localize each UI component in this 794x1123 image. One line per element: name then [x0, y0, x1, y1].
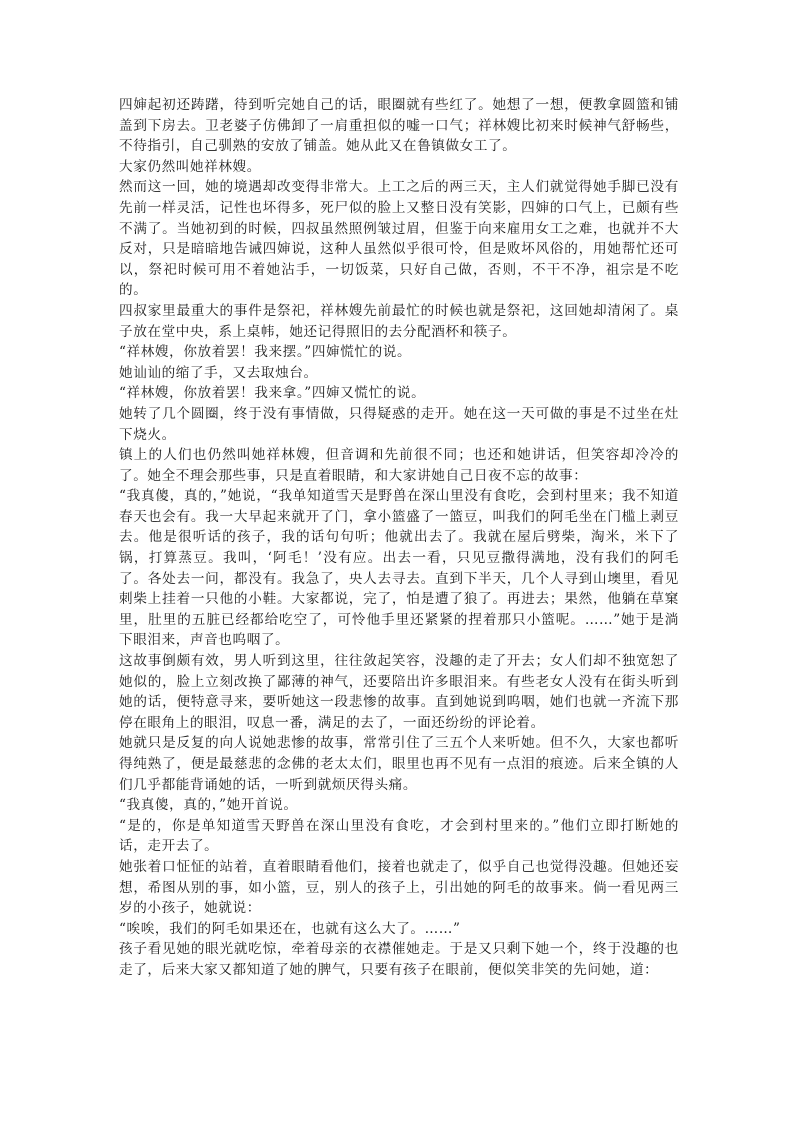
paragraph-8: 她转了几个圆圈，终于没有事情做，只得疑惑的走开。她在这一天可做的事是不过坐在灶下烧火。 — [119, 405, 679, 443]
paragraph-9: 镇上的人们也仍然叫她祥林嫂，但音调和先前很不同；也还和她讲话，但笑容却冷冷的了。她全不理会那些事，只是直着眼睛，和大家讲她自己日夜不忘的故事： — [119, 447, 679, 484]
paragraph-3: 然而这一回，她的境遇却改变得非常大。上工之后的两三天，主人们就觉得她手脚已没有先前一样灵活，记性也坏得多，死尸似的脸上又整日没有笑影，四婶的口气上，已颇有些不满了。当她初到的时候，四叔虽然照例皱过眉，但鉴于向来雇用女工之难，也就并不大反对，只是暗暗地告诫四婶说，这种人虽然似乎很可怜，但是败坏风俗的，用她帮忙还可以，祭祀时候可用不着她沾手，一切饭菜，只好自己做，否则，不干不净，祖宗是不吃的。 — [119, 179, 679, 299]
paragraph-4: 四叔家里最重大的事件是祭祀，祥林嫂先前最忙的时候也就是祭祀，这回她却清闲了。桌子放在堂中央，系上桌帏，她还记得照旧的去分配酒杯和筷子。 — [119, 302, 679, 340]
paragraph-13: “我真傻，真的，”她开首说。 — [119, 797, 298, 814]
paragraph-6: 她讪讪的缩了手，又去取烛台。 — [119, 364, 318, 381]
paragraph-12: 她就只是反复的向人说她悲惨的故事，常常引住了三五个人来听她。但不久，大家也都听得纯熟了，便是最慈悲的念佛的老太太们，眼里也再不见有一点泪的痕迹。后来全镇的人们几乎都能背诵她的话，一听到就烦厌得头痛。 — [119, 735, 679, 793]
paragraph-1: 四婶起初还踌躇，待到听完她自己的话，眼圈就有些红了。她想了一想，便教拿圆篮和铺盖到下房去。卫老婆子仿佛卸了一肩重担似的嘘一口气；祥林嫂比初来时候神气舒畅些，不待指引，自己驯熟的安放了铺盖。她从此又在鲁镇做女工了。 — [119, 97, 679, 155]
document-body — [119, 95, 679, 981]
paragraph-15: 她张着口怔怔的站着，直着眼睛看他们，接着也就走了，似乎自己也觉得没趣。但她还妄想，希图从别的事，如小篮，豆，别人的孩子上，引出她的阿毛的故事来。倘一看见两三岁的小孩子，她就说： — [119, 858, 679, 917]
paragraph-10: “我真傻，真的，”她说，“我单知道雪天是野兽在深山里没有食吃，会到村里来；我不知道春天也会有。我一大早起来就开了门，拿小篮盛了一篮豆，叫我们的阿毛坐在门槛上剥豆去。他是很听话的孩子，我的话句句听；他就出去了。我就在屋后劈柴，淘米，米下了锅，打算蒸豆。我叫，‘阿毛！’没有应。出去一看，只见豆撒得满地，没有我们的阿毛了。各处去一问，都没有。我急了，央人去寻去。直到下半天，几个人寻到山墺里，看见刺柴上挂着一只他的小鞋。大家都说，完了，怕是遭了狼了。再进去；果然，他躺在草窠里，肚里的五脏已经都给吃空了，可怜他手里还紧紧的捏着那只小篮呢。……”她于是淌下眼泪来，声音也呜咽了。 — [119, 488, 679, 649]
paragraph-11: 这故事倒颇有效，男人听到这里，往往敛起笑容，没趣的走了开去；女人们却不独宽恕了她似的，脸上立刻改换了鄙薄的神气，还要陪出许多眼泪来。有些老女人没有在街头听到她的话，便特意寻来，要听她这一段悲惨的故事。直到她说到呜咽，她们也就一齐流下那停在眼角上的眼泪，叹息一番，满足的去了，一面还纷纷的评论着。 — [119, 653, 679, 731]
paragraph-14: “是的，你是单知道雪天野兽在深山里没有食吃，才会到村里来的。”他们立即打断她的话，走开去了。 — [119, 817, 679, 855]
paragraph-2: 大家仍然叫她祥林嫂。 — [119, 158, 261, 175]
paragraph-17: 孩子看见她的眼光就吃惊，牵着母亲的衣襟催她走。于是又只剩下她一个，终于没趣的也走了，后来大家又都知道了她的脾气，只要有孩子在眼前，便似笑非笑的先问她，道： — [119, 941, 679, 978]
paragraph-16: “唉唉，我们的阿毛如果还在，也就有这么大了。……” — [119, 920, 461, 937]
paragraph-7: “祥林嫂，你放着罢！我来拿。”四婶又慌忙的说。 — [119, 385, 426, 402]
paragraph-5: “祥林嫂，你放着罢！我来摆。”四婶慌忙的说。 — [119, 344, 412, 361]
